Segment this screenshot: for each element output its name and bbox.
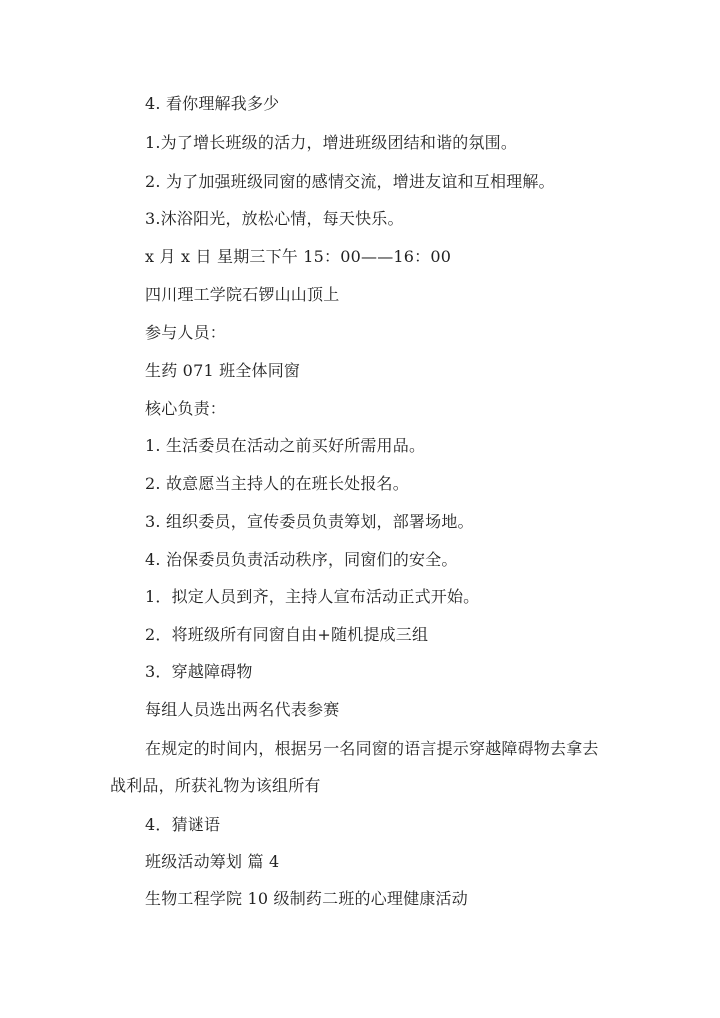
paragraph: 在规定的时间内，根据另一名同窗的语言提示穿越障碍物去拿去战利品，所获礼物为该组所有 <box>110 739 599 795</box>
section-heading: 班级活动筹划 篇 4 <box>145 852 280 871</box>
text-line: 参与人员： <box>145 323 227 342</box>
text-line: 2．将班级所有同窗自由+随机提成三组 <box>145 625 429 644</box>
text-line: 每组人员选出两名代表参赛 <box>145 700 340 719</box>
text-line: 4. 看你理解我多少 <box>145 94 280 113</box>
text-line: 3.沐浴阳光，放松心情，每天快乐。 <box>145 209 404 228</box>
text-line: 3．穿越障碍物 <box>145 662 253 681</box>
text-line: 3. 组织委员，宣传委员负责筹划，部署场地。 <box>145 512 474 531</box>
text-line: 2. 故意愿当主持人的在班长处报名。 <box>145 474 409 493</box>
text-line: 2. 为了加强班级同窗的感情交流，增进友谊和互相理解。 <box>145 172 555 191</box>
text-line: 核心负责： <box>145 399 227 418</box>
text-line: x 月 x 日 星期三下午 15：00——16：00 <box>145 247 452 266</box>
text-line: 1．拟定人员到齐，主持人宣布活动正式开始。 <box>145 587 480 606</box>
text-line: 生物工程学院 10 级制药二班的心理健康活动 <box>145 889 468 908</box>
text-line: 1.为了增长班级的活力，增进班级团结和谐的氛围。 <box>145 133 518 152</box>
text-line: 1. 生活委员在活动之前买好所需用品。 <box>145 436 426 455</box>
text-line: 4. 治保委员负责活动秩序，同窗们的安全。 <box>145 550 458 569</box>
text-line: 生药 071 班全体同窗 <box>145 361 301 380</box>
text-line: 四川理工学院石锣山山顶上 <box>145 285 340 304</box>
text-line: 4．猜谜语 <box>145 815 221 834</box>
